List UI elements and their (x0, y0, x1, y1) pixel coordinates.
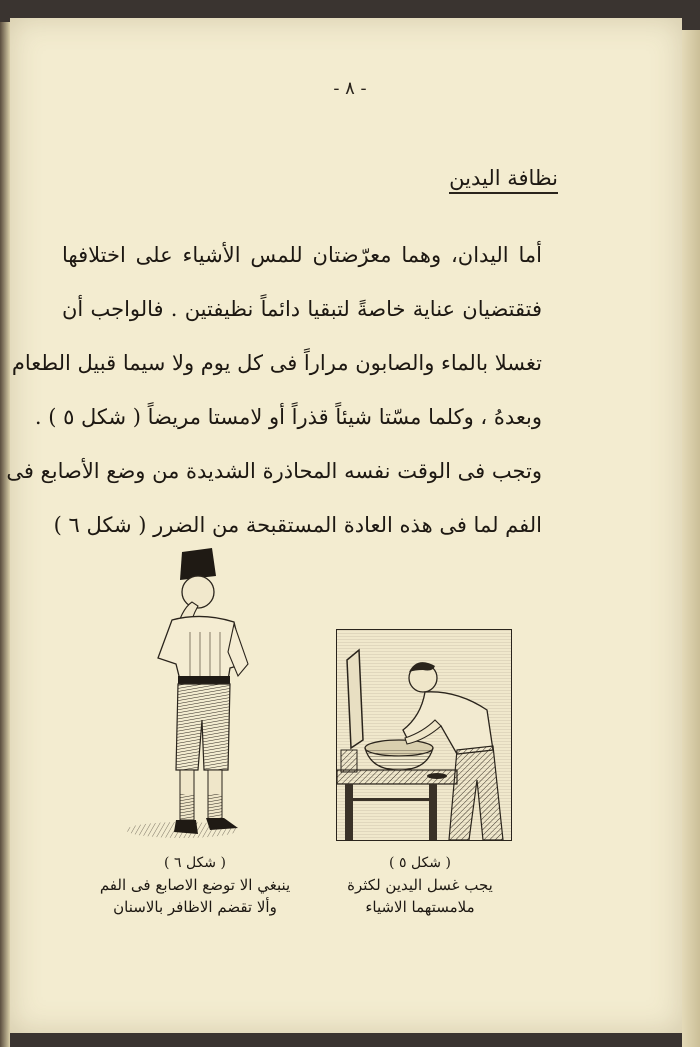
figure-6-caption-line: ينبغي الا توضع الاصابع فى الفم (99, 876, 291, 894)
page-stack-edge (682, 30, 700, 1047)
body-paragraph (6, 228, 542, 552)
body-line: تغسلا بالماء والصابون مراراً فى كل يوم ولا سيما قبيل الطعام (11, 351, 542, 375)
book-spine-shadow (0, 22, 10, 1047)
page-number: - ٨ - (333, 78, 367, 99)
figure-5-label: ( شكل ٥ ) (389, 855, 451, 871)
figure-5-caption-line: يجب غسل اليدين لكثرة (347, 876, 493, 894)
figure-5-caption (320, 852, 520, 918)
body-line: وبعدهُ ، وكلما مسّتا شيئاً قذراً أو لامستا مريضاً ( شكل ٥ ) . (34, 405, 542, 429)
section-heading: نظافة اليدين (449, 166, 558, 194)
figure-6-caption-line: وألا تقضم الاظافر بالاسنان (113, 898, 277, 916)
figure-5-illustration (336, 629, 512, 841)
figure-5-caption-line: ملامستهما الاشياء (365, 898, 475, 916)
hand-washing-drawing (337, 630, 511, 840)
body-line: الفم لما فى هذه العادة المستقبحة من الضرر ( شكل ٦ ) (53, 513, 542, 537)
figure-6-illustration (120, 540, 260, 845)
figure-6-label: ( شكل ٦ ) (164, 855, 226, 871)
figure-6-caption (80, 852, 310, 918)
body-line: وتجب فى الوقت نفسه المحاذرة الشديدة من وضع الأصابع فى (6, 459, 542, 483)
body-line: فتقتضيان عناية خاصةً لتبقيا دائماً نظيفتين . فالواجب أن (62, 297, 542, 321)
body-line: أما اليدان، وهما معرّضتان للمس الأشياء على اختلافها (62, 243, 542, 267)
finger-in-mouth-drawing (120, 540, 260, 845)
